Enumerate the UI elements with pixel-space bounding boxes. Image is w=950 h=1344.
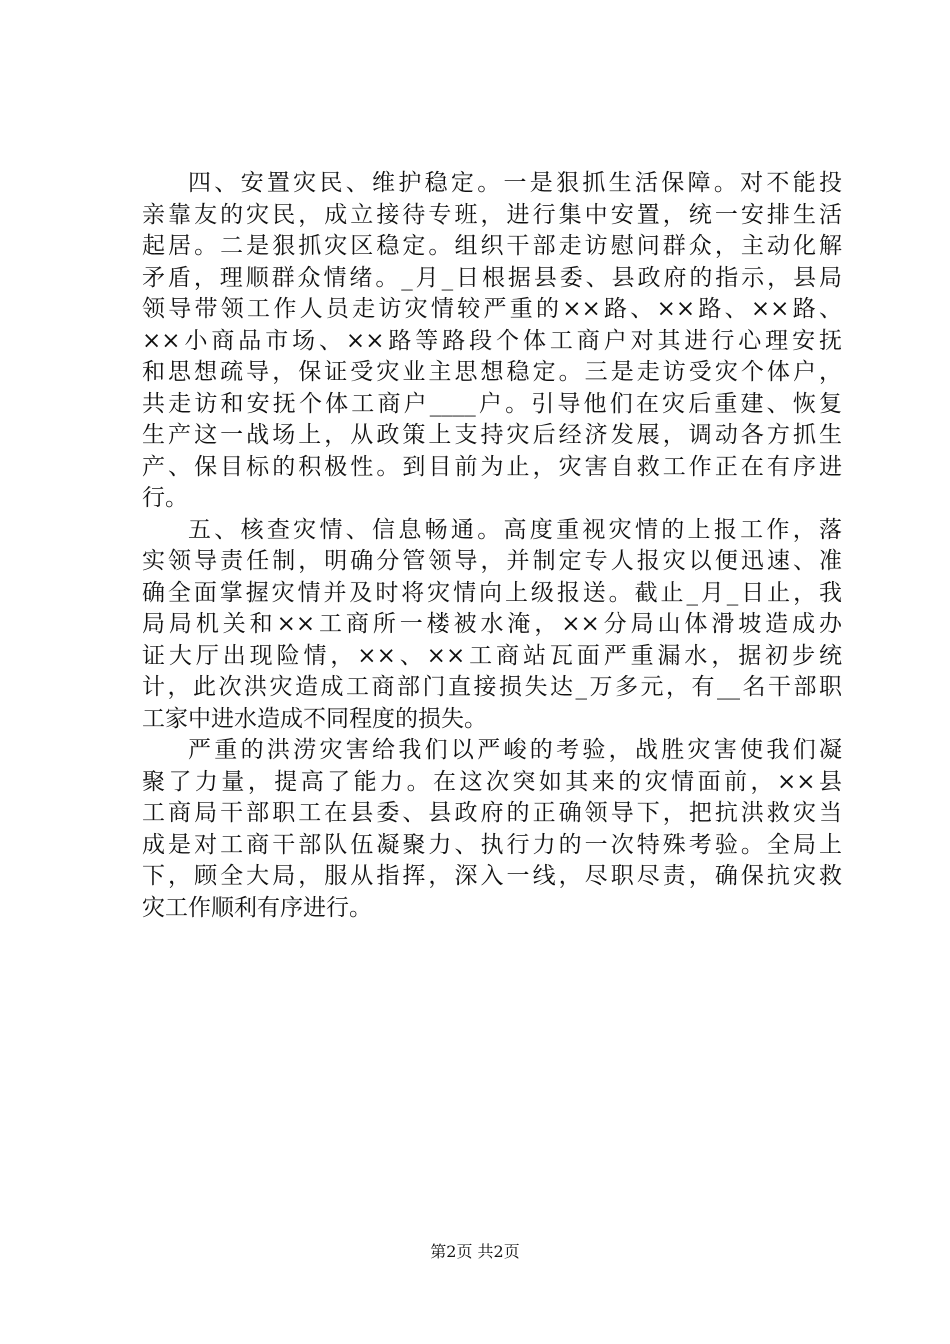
text-line: 亲靠友的灾民，成立接待专班，进行集中安置，统一安排生活 bbox=[142, 201, 842, 228]
text-line: 确全面掌握灾情并及时将灾情向上级报送。截止_月_日止，我 bbox=[142, 579, 842, 606]
paragraph-1 bbox=[142, 168, 842, 515]
text-line: 工商局干部职工在县委、县政府的正确领导下，把抗洪救灾当 bbox=[142, 800, 842, 826]
document-body bbox=[142, 168, 842, 924]
page-footer: 第2页 共2页 bbox=[430, 1242, 520, 1261]
text-line: 领导带领工作人员走访灾情较严重的××路、××路、××路、 bbox=[142, 296, 842, 322]
text-line: 证大厅出现险情，××、××工商站瓦面严重漏水，据初步统 bbox=[142, 642, 842, 669]
paragraph-3 bbox=[142, 735, 842, 924]
paragraph-2 bbox=[142, 515, 842, 736]
text-line: 共走访和安抚个体工商户____户。引导他们在灾后重建、恢复 bbox=[142, 390, 842, 417]
text-line: 产、保目标的积极性。到目前为止，灾害自救工作正在有序进 bbox=[142, 453, 842, 480]
text-line: 矛盾，理顺群众情绪。_月_日根据县委、县政府的指示，县局 bbox=[142, 264, 842, 291]
text-line: 工家中进水造成不同程度的损失。 bbox=[142, 705, 487, 732]
text-line: 局局机关和××工商所一楼被水淹，××分局山体滑坡造成办 bbox=[142, 611, 842, 637]
text-line: 灾工作顺利有序进行。 bbox=[142, 894, 372, 921]
text-line: 起居。二是狠抓灾区稳定。组织干部走访慰问群众，主动化解 bbox=[142, 233, 842, 259]
text-line: 和思想疏导，保证受灾业主思想稳定。三是走访受灾个体户， bbox=[142, 359, 842, 385]
text-line: 生产这一战场上，从政策上支持灾后经济发展，调动各方抓生 bbox=[142, 422, 842, 448]
text-line: 行。 bbox=[142, 485, 188, 511]
text-line: 聚了力量，提高了能力。在这次突如其来的灾情面前，××县 bbox=[142, 768, 842, 795]
text-line: 实领导责任制，明确分管领导，并制定专人报灾以便迅速、准 bbox=[142, 548, 842, 574]
text-line: 下，顾全大局，服从指挥，深入一线，尽职尽责，确保抗灾救 bbox=[142, 863, 842, 889]
text-line: ××小商品市场、××路等路段个体工商户对其进行心理安抚 bbox=[142, 327, 842, 354]
text-line: 计，此次洪灾造成工商部门直接损失达_万多元，有__名干部职 bbox=[142, 674, 842, 700]
text-line: 五、核查灾情、信息畅通。高度重视灾情的上报工作，落 bbox=[188, 516, 842, 543]
text-line: 成是对工商干部队伍凝聚力、执行力的一次特殊考验。全局上 bbox=[142, 831, 842, 858]
text-line: 四、安置灾民、维护稳定。一是狠抓生活保障。对不能投 bbox=[188, 170, 842, 196]
text-line: 严重的洪涝灾害给我们以严峻的考验，战胜灾害使我们凝 bbox=[188, 737, 842, 763]
